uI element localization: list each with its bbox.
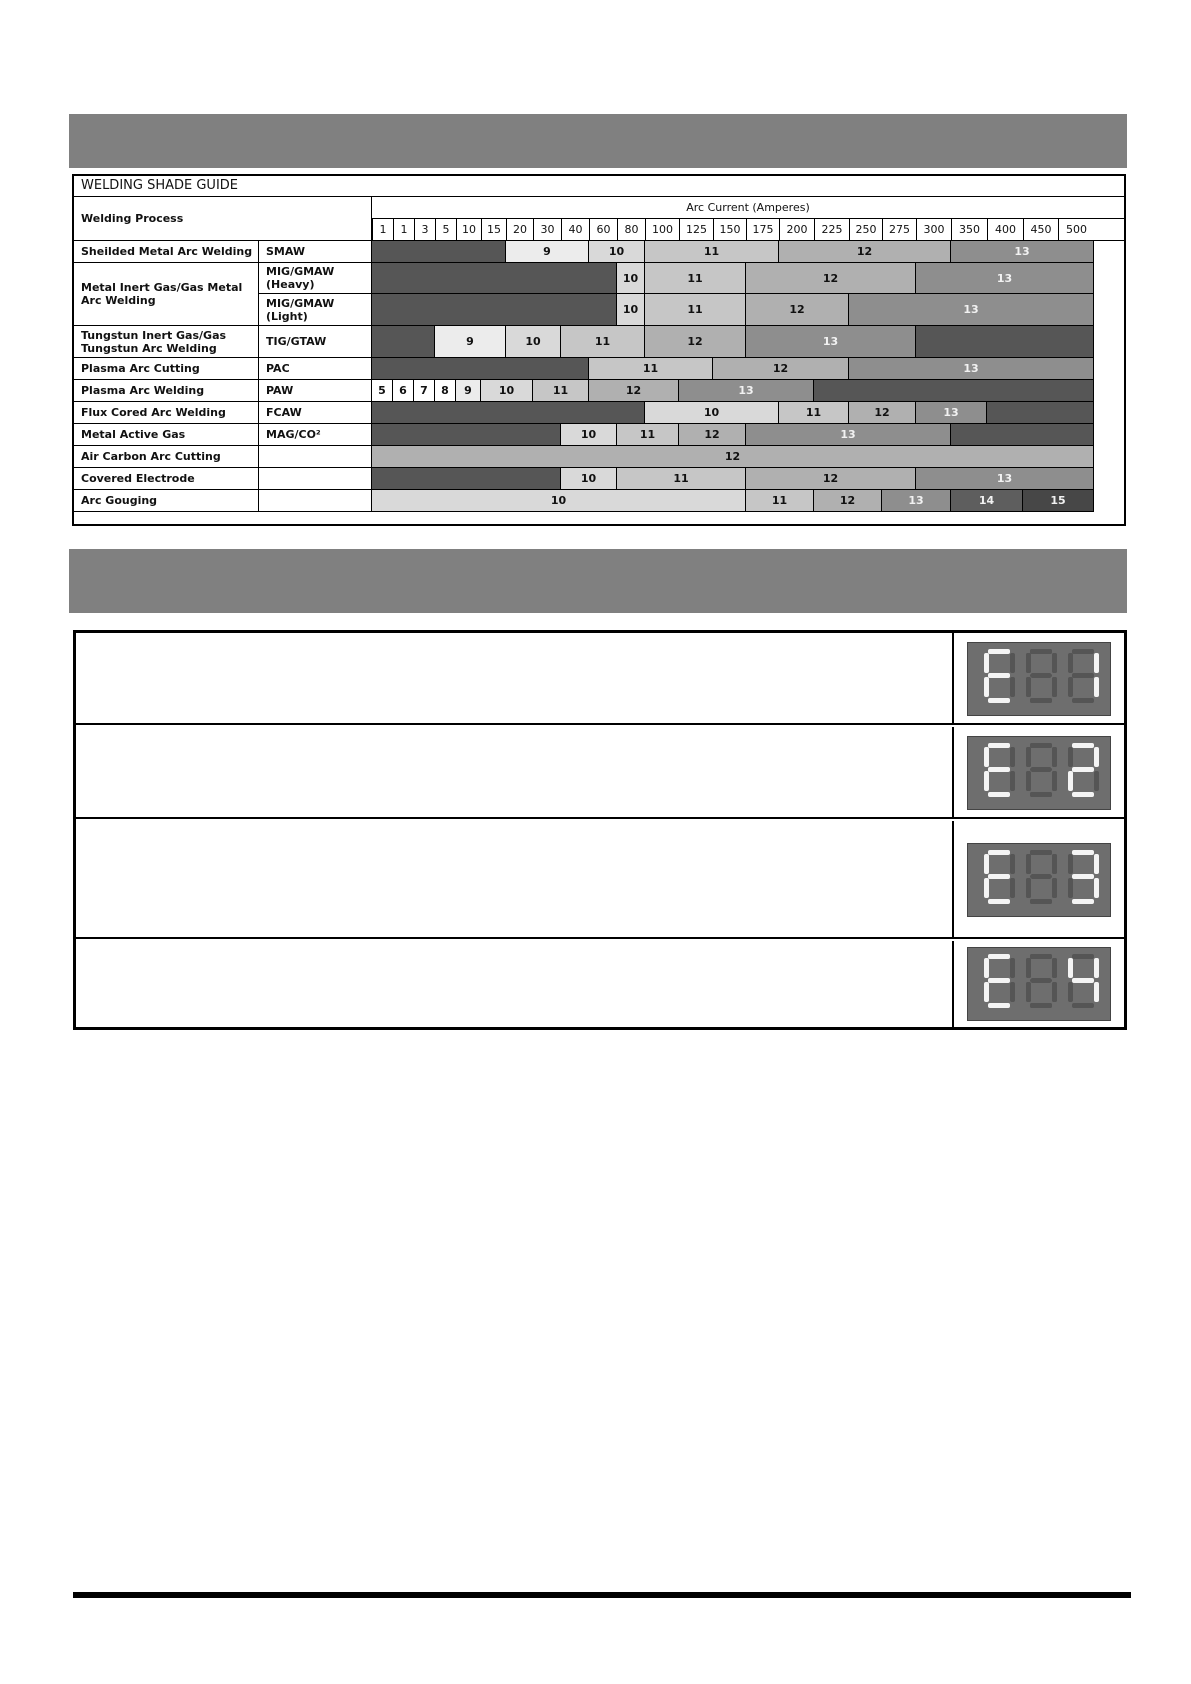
shade-cell: 11: [533, 380, 589, 402]
shade-cell: 12: [645, 326, 746, 358]
shade-cell: 12: [679, 424, 746, 446]
arc-current-tick: 1: [372, 219, 393, 240]
shade-cell: 10: [561, 468, 617, 490]
arc-current-tick: 20: [506, 219, 533, 240]
arc-current-tick: 60: [589, 219, 617, 240]
process-name: Sheilded Metal Arc Welding: [74, 241, 259, 263]
shade-cell: 7: [414, 380, 435, 402]
shade-cell: 11: [645, 294, 746, 326]
error-code-display: [967, 947, 1111, 1021]
error-code-row: [76, 727, 1124, 819]
shade-cell: 11: [779, 402, 849, 424]
shade-cell: 12: [372, 446, 1094, 468]
arc-current-tick: 100: [645, 219, 679, 240]
shade-cell-dark: [372, 468, 561, 490]
shade-cell: 11: [617, 424, 679, 446]
shade-cell: 14: [951, 490, 1023, 512]
error-description-cell: [76, 941, 954, 1027]
shade-cell-dark: [987, 402, 1094, 424]
shade-cell: 10: [617, 263, 645, 294]
error-code-table: [73, 630, 1127, 1030]
error-code-row: [76, 821, 1124, 939]
shade-cell: 12: [779, 241, 951, 263]
process-abbreviation: [259, 490, 372, 512]
shade-cell: 15: [1023, 490, 1094, 512]
error-code-display: [967, 736, 1111, 810]
arc-current-tick: 80: [617, 219, 645, 240]
process-abbreviation: MIG/GMAW (Light): [259, 294, 372, 326]
welding-process-header: Welding Process: [74, 197, 372, 241]
process-abbreviation: [259, 468, 372, 490]
shade-cell: 11: [617, 468, 746, 490]
shade-cell: 10: [481, 380, 533, 402]
arc-current-tick: 350: [951, 219, 987, 240]
header-band-bottom: [69, 549, 1127, 613]
shade-cell: 11: [746, 490, 814, 512]
shade-cell-dark: [372, 294, 617, 326]
header-band-top: [69, 114, 1127, 168]
shade-cell: 13: [679, 380, 814, 402]
shade-cell: 9: [506, 241, 589, 263]
arc-current-tick: 250: [849, 219, 882, 240]
arc-current-tick: 500: [1058, 219, 1094, 240]
arc-current-tick: 40: [561, 219, 589, 240]
process-name: Metal Inert Gas/Gas Metal Arc Welding: [74, 263, 259, 326]
error-code-display: [967, 843, 1111, 917]
error-description-cell: [76, 727, 954, 817]
error-code-display: [967, 642, 1111, 716]
shade-cell: 6: [393, 380, 414, 402]
shade-cell: 12: [746, 294, 849, 326]
shade-cell: 13: [916, 402, 987, 424]
process-abbreviation: [259, 446, 372, 468]
shade-cell-dark: [372, 241, 506, 263]
shade-cell: 13: [882, 490, 951, 512]
error-description-cell: [76, 821, 954, 937]
shade-cell-dark: [951, 424, 1094, 446]
shade-cell-dark: [372, 424, 561, 446]
shade-cell: 13: [849, 294, 1094, 326]
error-code-row: [76, 633, 1124, 725]
shade-cell: 9: [456, 380, 481, 402]
shade-cell: 13: [849, 358, 1094, 380]
process-name: Air Carbon Arc Cutting: [74, 446, 259, 468]
arc-current-tick: 15: [481, 219, 506, 240]
shade-cell: 8: [435, 380, 456, 402]
shade-cell: 11: [645, 263, 746, 294]
shade-cell: 13: [916, 263, 1094, 294]
process-abbreviation: PAW: [259, 380, 372, 402]
arc-current-header: Arc Current (Amperes): [372, 197, 1124, 219]
arc-current-tick: 450: [1023, 219, 1058, 240]
arc-current-tick: 225: [814, 219, 849, 240]
shade-cell-dark: [372, 326, 435, 358]
shade-guide-title: WELDING SHADE GUIDE: [74, 176, 1124, 197]
shade-cell: 10: [506, 326, 561, 358]
arc-current-tick: 30: [533, 219, 561, 240]
shade-cell-dark: [372, 263, 617, 294]
error-description-cell: [76, 633, 954, 723]
shade-cell: 12: [746, 468, 916, 490]
arc-current-tick: 10: [456, 219, 481, 240]
process-name: Flux Cored Arc Welding: [74, 402, 259, 424]
process-name: Metal Active Gas: [74, 424, 259, 446]
process-abbreviation: MAG/CO²: [259, 424, 372, 446]
arc-current-tick: 150: [713, 219, 746, 240]
process-name: Arc Gouging: [74, 490, 259, 512]
arc-current-tick: 125: [679, 219, 713, 240]
arc-current-tick: 1: [393, 219, 414, 240]
shade-cell: 13: [916, 468, 1094, 490]
arc-current-tick: 175: [746, 219, 779, 240]
arc-current-values-row: [372, 219, 1124, 241]
shade-cell-dark: [372, 402, 645, 424]
shade-cell: 10: [645, 402, 779, 424]
shade-cell-dark: [814, 380, 1094, 402]
process-abbreviation: MIG/GMAW (Heavy): [259, 263, 372, 294]
arc-current-tick: 200: [779, 219, 814, 240]
shade-cell-dark: [916, 326, 1094, 358]
shade-cell: 10: [372, 490, 746, 512]
process-name: Tungstun Inert Gas/Gas Tungstun Arc Welding: [74, 326, 259, 358]
shade-cell: 10: [589, 241, 645, 263]
shade-cell: 13: [746, 326, 916, 358]
process-name: Covered Electrode: [74, 468, 259, 490]
shade-cell: 10: [561, 424, 617, 446]
shade-cell: 12: [814, 490, 882, 512]
shade-cell-dark: [372, 358, 589, 380]
shade-cell: 11: [561, 326, 645, 358]
arc-current-tick: 5: [435, 219, 456, 240]
process-name: Plasma Arc Cutting: [74, 358, 259, 380]
shade-cell: 11: [645, 241, 779, 263]
welding-shade-guide-table: [72, 174, 1126, 526]
shade-cell: 12: [746, 263, 916, 294]
arc-current-tick: 400: [987, 219, 1023, 240]
process-name: Plasma Arc Welding: [74, 380, 259, 402]
shade-cell: 11: [589, 358, 713, 380]
shade-cell: 12: [589, 380, 679, 402]
shade-cell: 12: [713, 358, 849, 380]
process-abbreviation: PAC: [259, 358, 372, 380]
process-abbreviation: FCAW: [259, 402, 372, 424]
arc-current-tick: 3: [414, 219, 435, 240]
arc-current-tick: 275: [882, 219, 916, 240]
arc-current-tick: 300: [916, 219, 951, 240]
shade-cell: 10: [617, 294, 645, 326]
shade-cell: 13: [746, 424, 951, 446]
shade-cell: 5: [372, 380, 393, 402]
process-abbreviation: SMAW: [259, 241, 372, 263]
footer-rule: [73, 1592, 1131, 1598]
shade-cell: 12: [849, 402, 916, 424]
error-code-row: [76, 941, 1124, 1027]
process-abbreviation: TIG/GTAW: [259, 326, 372, 358]
shade-cell: 9: [435, 326, 506, 358]
shade-cell: 13: [951, 241, 1094, 263]
